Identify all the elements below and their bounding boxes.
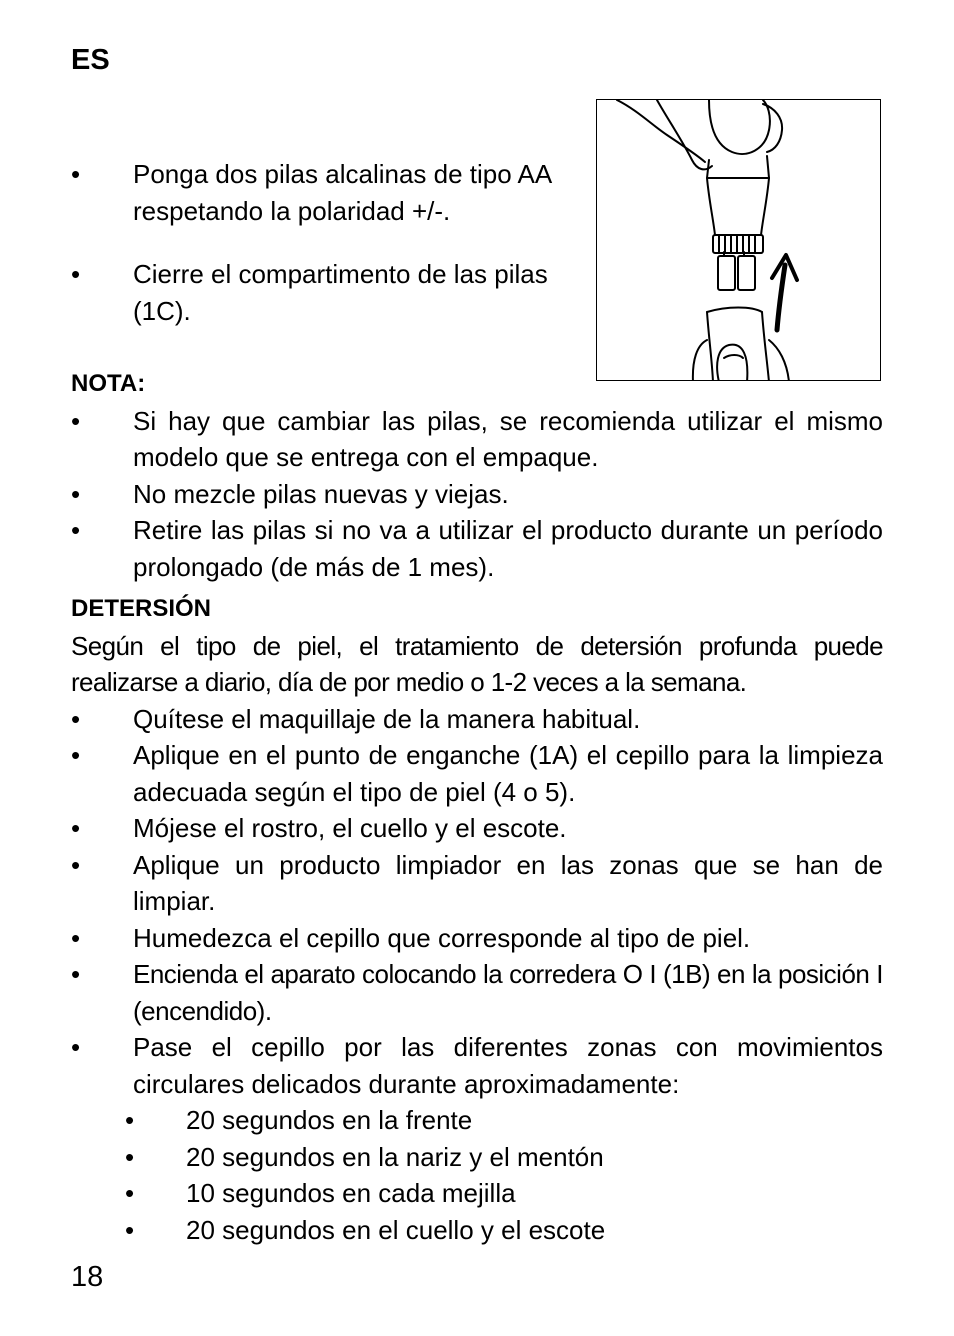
list-item	[71, 256, 581, 329]
list-item-text: Retire las pilas si no va a utilizar el producto durante un período prolongado (de más de 1 mes).	[133, 515, 883, 582]
list-item	[71, 512, 883, 585]
list-item	[71, 701, 883, 738]
list-item-text: Humedezca el cepillo que corresponde al tipo de piel.	[133, 922, 751, 953]
page-number: 18	[71, 1261, 104, 1293]
list-item-text: Aplique un producto limpiador en las zonas que se han de limpiar.	[133, 849, 883, 916]
bullet-icon: •	[71, 405, 81, 436]
list-item-text: Pase el cepillo por las diferentes zonas con movimientos circulares delicados durante aproximadamente:	[133, 1032, 883, 1099]
bullet-icon: •	[71, 813, 81, 843]
battery-insertion-illustration-icon	[597, 100, 881, 381]
list-item	[71, 920, 883, 957]
list-item	[71, 476, 883, 513]
list-item	[71, 810, 883, 847]
nota-heading: NOTA:	[71, 370, 146, 397]
list-item	[71, 737, 883, 810]
list-item-text: Si hay que cambiar las pilas, se recomienda utilizar el mismo modelo que se entrega con el empaque.	[133, 405, 883, 472]
list-item-text: Mójese el rostro, el cuello y el escote.	[133, 813, 567, 843]
bullet-icon: •	[71, 849, 81, 880]
sub-list-item	[71, 1139, 883, 1176]
list-item-text: Aplique en el punto de enganche (1A) el cepillo para la limpieza adecuada según el tipo de piel (4 o 5).	[133, 740, 883, 807]
list-item	[71, 156, 581, 229]
list-item-text: No mezcle pilas nuevas y viejas.	[133, 478, 509, 509]
bullet-icon: •	[125, 1178, 135, 1208]
sub-list-item-text: 20 segundos en el cuello y el escote	[186, 1214, 606, 1245]
sub-list-item-text: 20 segundos en la nariz y el mentón	[186, 1141, 604, 1172]
bullet-icon: •	[71, 922, 81, 953]
battery-instructions-list	[71, 156, 581, 329]
bullet-icon: •	[71, 740, 81, 770]
battery-insertion-figure	[596, 99, 881, 381]
bullet-icon: •	[125, 1214, 135, 1245]
sub-list-item	[71, 1102, 883, 1139]
list-item	[71, 847, 883, 920]
main-content	[71, 366, 883, 1248]
sub-list-item	[71, 1212, 883, 1249]
bullet-icon: •	[71, 703, 81, 734]
bullet-icon: •	[71, 959, 81, 989]
sub-list-item	[71, 1175, 883, 1212]
detersion-heading: DETERSIÓN	[71, 595, 212, 622]
bullet-icon: •	[125, 1105, 135, 1135]
bullet-icon: •	[71, 478, 81, 509]
list-item-text: Encienda el aparato colocando la corredera O I (1B) en la posición I (encendido).	[133, 959, 883, 1026]
list-item-text: Quítese el maquillaje de la manera habitual.	[133, 703, 641, 734]
list-item-text: Ponga dos pilas alcalinas de tipo AA respetando la polaridad +/-.	[133, 159, 551, 226]
bullet-icon: •	[71, 515, 81, 545]
list-item	[71, 403, 883, 476]
detersion-intro: Según el tipo de piel, el tratamiento de detersión profunda puede realizarse a diario, día de por medio o 1-2 veces a la semana.	[71, 630, 883, 697]
sub-list-item-text: 20 segundos en la frente	[186, 1105, 473, 1135]
list-item	[71, 1029, 883, 1102]
bullet-icon: •	[71, 159, 81, 189]
bullet-icon: •	[71, 1032, 81, 1062]
list-item-text: Cierre el compartimento de las pilas (1C).	[133, 259, 548, 326]
language-code: ES	[71, 44, 110, 76]
bullet-icon: •	[71, 259, 81, 289]
bullet-icon: •	[125, 1141, 135, 1172]
sub-list-item-text: 10 segundos en cada mejilla	[186, 1178, 516, 1208]
list-item	[71, 956, 883, 1029]
